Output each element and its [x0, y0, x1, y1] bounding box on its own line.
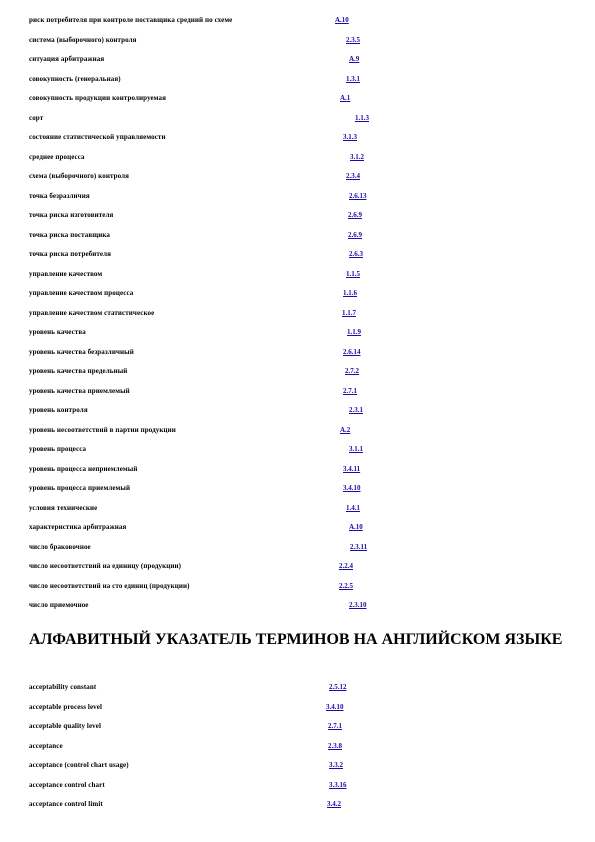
index-reference-link[interactable]: 2.6.13: [349, 191, 367, 200]
index-entry: [29, 34, 569, 54]
index-entry: [29, 798, 569, 818]
index-term: уровень процесса приемлемый: [29, 484, 131, 492]
index-term: уровень качества приемлемый: [29, 386, 130, 395]
index-entry: [29, 541, 569, 561]
index-term: риск потребителя при контроле поставщика средний по схеме: [29, 16, 233, 24]
index-entry: [29, 151, 569, 171]
index-reference-link[interactable]: А.2: [340, 425, 351, 434]
index-term: управление качеством процесса: [29, 289, 134, 297]
index-reference-link[interactable]: 2.6.14: [343, 347, 361, 356]
index-term: ситуация арбитражная: [29, 55, 105, 63]
index-term: acceptable quality level: [29, 722, 101, 730]
index-term: точка риска изготовителя: [29, 211, 114, 219]
index-reference-link[interactable]: 2.3.11: [350, 542, 368, 551]
index-reference-link[interactable]: 3.4.10: [326, 702, 344, 711]
index-term: точка безразличия: [29, 191, 90, 200]
index-entry: [29, 209, 569, 229]
index-entry: [29, 482, 569, 502]
index-entry: [29, 268, 569, 288]
index-reference-link[interactable]: 2.3.5: [346, 35, 360, 44]
index-reference-link[interactable]: 2.3.10: [349, 601, 367, 609]
index-term: уровень процесса: [29, 445, 87, 453]
index-term: число несоответствий на сто единиц (продукции): [29, 581, 190, 590]
index-entry: [29, 502, 569, 522]
index-reference-link[interactable]: 2.3.4: [346, 172, 360, 180]
index-entry: [29, 463, 569, 483]
index-term: характеристика арбитражная: [29, 523, 127, 531]
index-entry: [29, 190, 569, 210]
index-entry: [29, 14, 569, 34]
index-reference-link[interactable]: 1.1.6: [343, 289, 357, 297]
index-reference-link[interactable]: 3.4.11: [343, 464, 361, 473]
index-term: число несоответствий на единицу (продукции): [29, 562, 182, 570]
index-reference-link[interactable]: 2.3.1: [349, 406, 363, 414]
index-term: число приемочное: [29, 601, 89, 609]
index-term: уровень качества безразличный: [29, 347, 134, 356]
index-reference-link[interactable]: 2.7.1: [328, 722, 342, 730]
index-term: совокупность продукции контролируемая: [29, 94, 166, 102]
index-reference-link[interactable]: 1.1.7: [342, 308, 356, 317]
index-term: управление качеством статистическое: [29, 308, 155, 317]
index-term: состояние статистической управляемости: [29, 133, 166, 141]
index-term: управление качеством: [29, 269, 103, 278]
index-entry: [29, 779, 569, 799]
index-entry: [29, 92, 569, 112]
index-entry: [29, 580, 569, 600]
index-term: уровень качества предельный: [29, 367, 128, 375]
index-term: acceptance (control chart usage): [29, 761, 129, 769]
index-reference-link[interactable]: 1.1.9: [347, 328, 361, 336]
index-reference-link[interactable]: 2.7.2: [345, 367, 359, 375]
index-term: acceptance control limit: [29, 800, 103, 808]
index-term: точка риска потребителя: [29, 250, 112, 258]
index-entry: [29, 287, 569, 307]
index-entry: [29, 701, 569, 721]
index-reference-link[interactable]: 1.1.5: [346, 269, 360, 278]
section-heading-english-index: АЛФАВИТНЫЙ УКАЗАТЕЛЬ ТЕРМИНОВ НА АНГЛИЙСКОМ ЯЗЫКЕ: [29, 631, 563, 648]
index-term: acceptable process level: [29, 702, 103, 711]
index-reference-link[interactable]: 2.2.5: [339, 581, 353, 590]
index-reference-link[interactable]: 2.7.1: [343, 386, 357, 395]
index-term: сорт: [29, 113, 44, 122]
index-entry: [29, 599, 569, 619]
index-term: acceptance control chart: [29, 780, 105, 789]
index-term: среднее процесса: [29, 152, 85, 161]
index-term: уровень контроля: [29, 406, 88, 414]
index-term: уровень качества: [29, 328, 86, 336]
index-reference-link[interactable]: А.10: [335, 16, 349, 24]
russian-term-index: [29, 14, 569, 619]
index-reference-link[interactable]: 2.6.3: [349, 250, 363, 258]
index-term: acceptability constant: [29, 683, 97, 691]
index-reference-link[interactable]: 3.1.2: [350, 152, 364, 161]
index-term: число браковочное: [29, 542, 91, 551]
index-reference-link[interactable]: А.9: [349, 55, 360, 63]
index-entry: [29, 170, 569, 190]
index-term: уровень процесса неприемлемый: [29, 464, 138, 473]
index-entry: [29, 759, 569, 779]
index-reference-link[interactable]: 3.1.1: [349, 445, 363, 453]
index-entry: [29, 681, 569, 701]
index-reference-link[interactable]: 3.4.10: [343, 484, 361, 492]
index-reference-link[interactable]: 3.1.3: [343, 133, 357, 141]
index-entry: [29, 131, 569, 151]
index-entry: [29, 521, 569, 541]
index-reference-link[interactable]: 2.6.9: [348, 211, 362, 219]
index-reference-link[interactable]: 2.6.9: [348, 230, 362, 239]
index-term: схема (выборочного) контроля: [29, 172, 129, 180]
index-reference-link[interactable]: 2.2.4: [339, 562, 353, 570]
index-reference-link[interactable]: 3.4.2: [327, 800, 341, 808]
index-entry: [29, 248, 569, 268]
index-term: система (выборочного) контроля: [29, 35, 137, 44]
index-entry: [29, 326, 569, 346]
index-term: уровень несоответствий в партии продукции: [29, 425, 176, 434]
index-term: acceptance: [29, 741, 63, 750]
index-entry: [29, 424, 569, 444]
index-reference-link[interactable]: А.10: [349, 523, 363, 531]
index-reference-link[interactable]: А.1: [340, 94, 351, 102]
index-entry: [29, 73, 569, 93]
index-entry: [29, 385, 569, 405]
index-reference-link[interactable]: 3.3.2: [329, 761, 343, 769]
index-reference-link[interactable]: 2.3.8: [328, 741, 342, 750]
index-term: условия технические: [29, 503, 98, 512]
index-entry: [29, 720, 569, 740]
index-reference-link[interactable]: 1.4.1: [346, 503, 360, 512]
index-entry: [29, 740, 569, 760]
index-entry: [29, 53, 569, 73]
index-entry: [29, 365, 569, 385]
index-entry: [29, 560, 569, 580]
index-reference-link[interactable]: 3.3.16: [329, 780, 347, 789]
index-entry: [29, 404, 569, 424]
index-reference-link[interactable]: 1.3.1: [346, 74, 360, 83]
index-entry: [29, 112, 569, 132]
english-term-index: [29, 681, 569, 818]
index-reference-link[interactable]: 2.5.12: [329, 683, 347, 691]
index-reference-link[interactable]: 1.1.3: [355, 113, 369, 122]
index-entry: [29, 307, 569, 327]
index-term: точка риска поставщика: [29, 230, 111, 239]
index-term: совокупность (генеральная): [29, 74, 121, 83]
index-entry: [29, 346, 569, 366]
index-entry: [29, 229, 569, 249]
index-entry: [29, 443, 569, 463]
